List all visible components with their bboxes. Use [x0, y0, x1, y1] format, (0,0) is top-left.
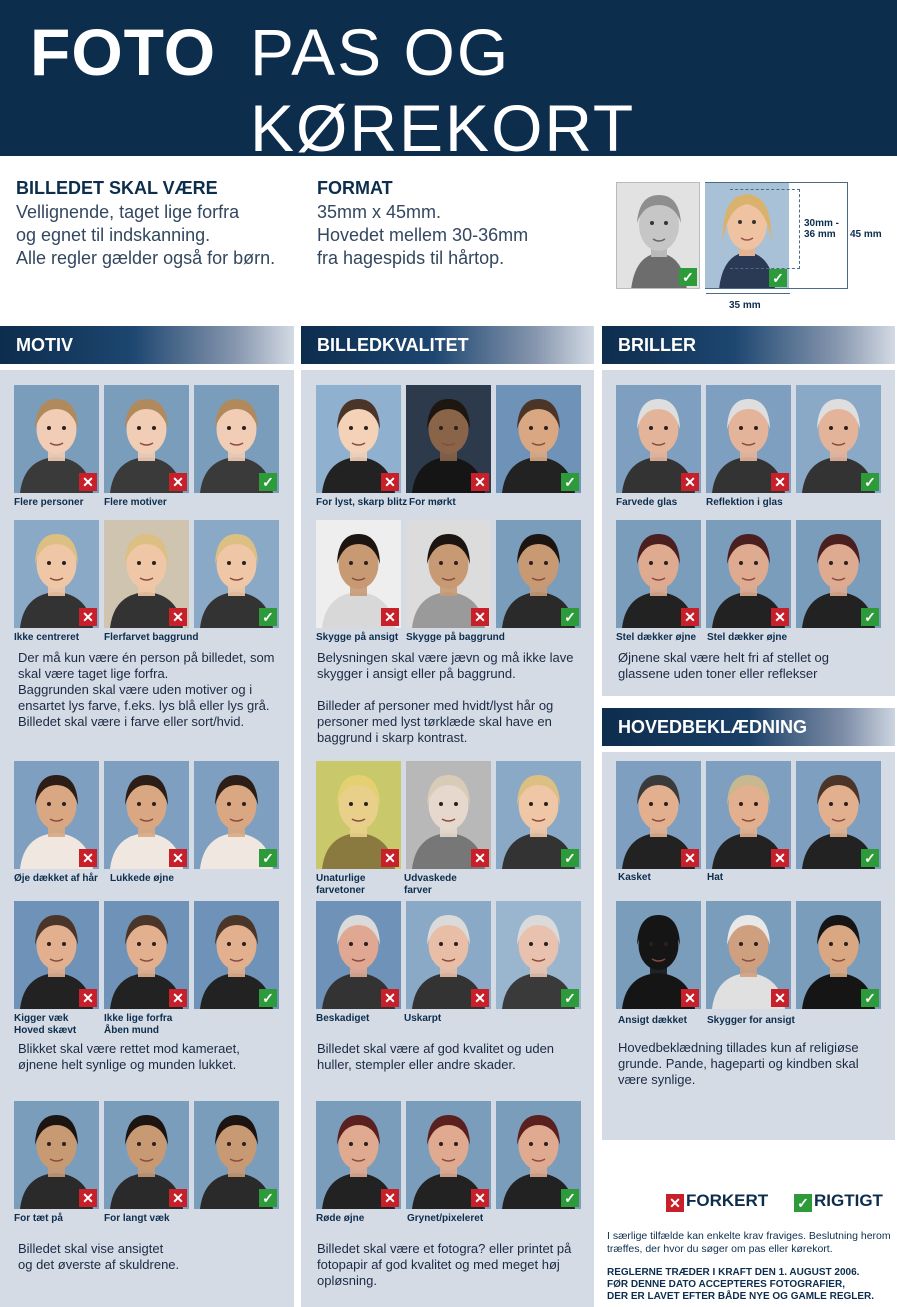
example-photo [616, 761, 701, 869]
cross-icon: ✕ [681, 608, 699, 626]
cross-icon: ✕ [681, 989, 699, 1007]
example-photo [406, 901, 491, 1009]
cross-icon: ✕ [681, 849, 699, 867]
caption: Udvaskede farver [404, 873, 457, 896]
dim-width: 35 mm [729, 300, 761, 311]
check-icon: ✓ [679, 268, 697, 286]
format-line: Hovedet mellem 30-36mm [317, 225, 529, 245]
caption: For mørkt [409, 497, 456, 508]
check-icon: ✓ [561, 473, 579, 491]
caption: Skygge på baggrund [406, 632, 505, 643]
check-icon: ✓ [259, 849, 277, 867]
check-icon: ✓ [561, 849, 579, 867]
caption: Flere motiver [104, 497, 167, 508]
legend-wrong-label: FORKERT [686, 1191, 769, 1210]
check-icon: ✓ [861, 849, 879, 867]
cross-icon: ✕ [79, 849, 97, 867]
cross-icon: ✕ [169, 473, 187, 491]
description-kvalitet-1: Belysningen skal være jævn og må ikke lave skygger i ansigt eller på baggrund. Billeder af personer med hvidt/lyst hår og personer med lyst tørklæde skal have en baggrund i skarp kontrast. [317, 650, 574, 745]
format-heading: FORMAT [317, 178, 393, 198]
description-motiv-3: Billedet skal vise ansigtet og det øverste af skuldrene. [18, 1241, 180, 1272]
example-photo [406, 1101, 491, 1209]
example-photo [796, 901, 881, 1009]
description-briller: Øjnene skal være helt fri af stellet og glassene uden toner eller reflekser [618, 650, 829, 681]
cross-icon: ✕ [771, 608, 789, 626]
example-photo [796, 761, 881, 869]
dim-height: 45 mm [850, 229, 882, 240]
caption: Stel dækker øjne [616, 632, 697, 643]
caption: Flerfarvet baggrund [104, 632, 199, 643]
caption: Kasket [618, 872, 651, 883]
cross-icon: ✕ [79, 989, 97, 1007]
cross-icon: ✕ [666, 1194, 684, 1212]
caption: For tæt på [14, 1213, 63, 1224]
cross-icon: ✕ [169, 989, 187, 1007]
section-hovedbeklaedning: HOVEDBEKLÆDNING [602, 708, 895, 746]
example-photo [194, 761, 279, 869]
caption: Beskadiget [316, 1013, 370, 1024]
example-photo [194, 1101, 279, 1209]
example-photo [496, 520, 581, 628]
example-photo [14, 1101, 99, 1209]
intro-heading: BILLEDET SKAL VÆRE [16, 178, 218, 198]
check-icon: ✓ [561, 989, 579, 1007]
caption: Øje dækket af hår [14, 873, 98, 884]
example-photo [496, 1101, 581, 1209]
example-photo [104, 761, 189, 869]
caption: Grynet/pixeleret [407, 1213, 484, 1224]
check-icon: ✓ [259, 473, 277, 491]
example-photo [316, 520, 401, 628]
format-head-box [730, 189, 800, 269]
caption: Flere personer [14, 497, 84, 508]
intro-line: Vellignende, taget lige forfra [16, 202, 240, 222]
title-bold: FOTO [30, 15, 217, 89]
format-example-bw [616, 182, 700, 289]
legend-right [794, 1191, 883, 1212]
cross-icon: ✕ [79, 1189, 97, 1207]
caption: Uskarpt [404, 1013, 442, 1024]
example-photo [706, 385, 791, 493]
example-photo [316, 761, 401, 869]
section-billedkvalitet: BILLEDKVALITET [301, 326, 594, 364]
caption: For langt væk [104, 1213, 170, 1224]
section-briller: BRILLER [602, 326, 895, 364]
check-icon: ✓ [861, 989, 879, 1007]
legend-right-label: RIGTIGT [814, 1191, 883, 1210]
cross-icon: ✕ [771, 989, 789, 1007]
example-photo [104, 1101, 189, 1209]
description-kvalitet-2: Billedet skal være af god kvalitet og uden huller, stempler eller andre skader. [317, 1041, 555, 1072]
check-icon: ✓ [794, 1194, 812, 1212]
format-line: 35mm x 45mm. [317, 202, 442, 222]
check-icon: ✓ [259, 608, 277, 626]
cross-icon: ✕ [381, 473, 399, 491]
caption: Unaturlige farvetoner [316, 873, 366, 896]
cross-icon: ✕ [169, 849, 187, 867]
example-photo [616, 385, 701, 493]
caption: Skygge på ansigt [316, 632, 399, 643]
cross-icon: ✕ [471, 989, 489, 1007]
cross-icon: ✕ [381, 608, 399, 626]
section-motiv: MOTIV [0, 326, 294, 364]
caption: Skygger for ansigt [707, 1015, 795, 1026]
cross-icon: ✕ [771, 849, 789, 867]
caption: Lukkede øjne [110, 873, 174, 884]
caption: Hat [707, 872, 724, 883]
check-icon: ✓ [561, 608, 579, 626]
example-photo [616, 901, 701, 1009]
example-photo [14, 385, 99, 493]
header-banner [0, 0, 897, 165]
intro-requirements [16, 178, 275, 270]
example-photo [406, 520, 491, 628]
cross-icon: ✕ [381, 849, 399, 867]
cross-icon: ✕ [79, 473, 97, 491]
caption: Ansigt dækket [618, 1015, 687, 1026]
example-photo [496, 901, 581, 1009]
cross-icon: ✕ [79, 608, 97, 626]
check-icon: ✓ [861, 473, 879, 491]
example-photo [796, 385, 881, 493]
cross-icon: ✕ [771, 473, 789, 491]
rules-effective-date: REGLERNE TRÆDER I KRAFT DEN 1. AUGUST 2006. FØR DENNE DATO ACCEPTERES FOTOGRAFIER, DER ER LAVET EFTER BÅDE NYE OG GAMLE REGLER. [607, 1267, 875, 1302]
example-photo [194, 520, 279, 628]
intro-line: og egnet til indskanning. [16, 225, 211, 245]
legend-wrong [666, 1191, 768, 1212]
example-photo [706, 761, 791, 869]
example-photo [406, 385, 491, 493]
cross-icon: ✕ [169, 1189, 187, 1207]
example-photo [14, 520, 99, 628]
caption: Ikke lige forfra Åben mund [104, 1013, 173, 1036]
dim-head: 30mm - 36 mm [804, 218, 840, 240]
example-photo [14, 901, 99, 1009]
example-photo [706, 520, 791, 628]
example-photo [316, 901, 401, 1009]
check-icon: ✓ [259, 1189, 277, 1207]
intro-format [317, 178, 528, 270]
example-photo [194, 901, 279, 1009]
description-kvalitet-3: Billedet skal være et fotogra? eller printet på fotopapir af god kvalitet og med meget høj opløsning. [317, 1241, 572, 1288]
exceptions-note: I særlige tilfælde kan enkelte krav fraviges. Beslutning herom træffes, der hvor du søger om pas eller kørekort. [607, 1230, 891, 1255]
example-photo [496, 761, 581, 869]
title-light: PAS OG KØREKORT [250, 15, 636, 165]
example-photo [316, 385, 401, 493]
cross-icon: ✕ [471, 473, 489, 491]
description-motiv-1: Der må kun være én person på billedet, som skal være taget lige forfra. Baggrunden skal være uden motiver og i ensartet lys farve, f.eks. lys blå eller lys grå. Billedet skal være i farve eller sort/hvid. [18, 650, 275, 729]
description-hovedbeklaedning: Hovedbeklædning tillades kun af religiøse grunde. Pande, hageparti og kindben skal være synlige. [618, 1040, 859, 1087]
check-icon: ✓ [259, 989, 277, 1007]
example-photo [406, 761, 491, 869]
cross-icon: ✕ [681, 473, 699, 491]
caption: Ikke centreret [14, 632, 80, 643]
example-photo [14, 761, 99, 869]
cross-icon: ✕ [471, 849, 489, 867]
caption: Kigger væk Hoved skævt [14, 1013, 77, 1036]
example-photo [616, 520, 701, 628]
format-line: fra hagespids til hårtop. [317, 248, 505, 268]
cross-icon: ✕ [381, 1189, 399, 1207]
example-photo [316, 1101, 401, 1209]
caption: For lyst, skarp blitz [316, 497, 408, 508]
cross-icon: ✕ [381, 989, 399, 1007]
example-photo [104, 520, 189, 628]
caption: Farvede glas [616, 497, 678, 508]
example-photo [104, 385, 189, 493]
caption: Røde øjne [316, 1213, 365, 1224]
check-icon: ✓ [769, 269, 787, 287]
check-icon: ✓ [861, 608, 879, 626]
example-photo [706, 901, 791, 1009]
example-photo [796, 520, 881, 628]
check-icon: ✓ [561, 1189, 579, 1207]
format-width-line [706, 293, 790, 294]
caption: Stel dækker øjne [707, 632, 788, 643]
example-photo [104, 901, 189, 1009]
intro-line: Alle regler gælder også for børn. [16, 248, 276, 268]
example-photo [194, 385, 279, 493]
cross-icon: ✕ [169, 608, 187, 626]
example-photo [496, 385, 581, 493]
caption: Reflektion i glas [706, 497, 783, 508]
cross-icon: ✕ [471, 1189, 489, 1207]
cross-icon: ✕ [471, 608, 489, 626]
description-motiv-2: Blikket skal være rettet mod kameraet, øjnene helt synlige og munden lukket. [18, 1041, 240, 1072]
